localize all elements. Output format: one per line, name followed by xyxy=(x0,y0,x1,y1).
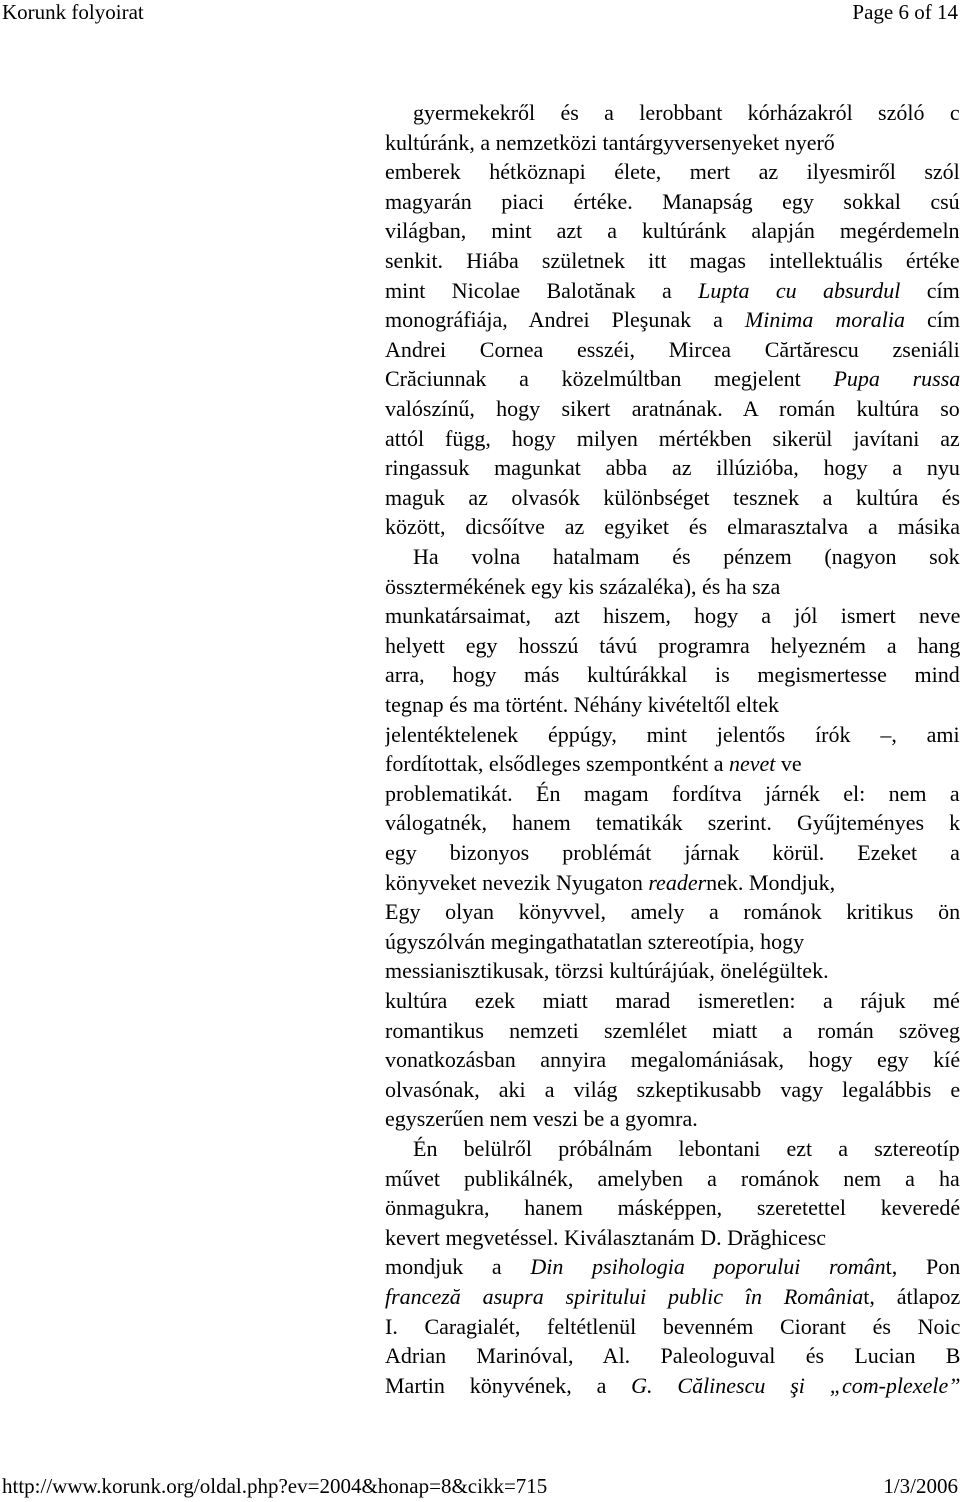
text-line: magyarán piaci értéke. Manapság egy sokkal csú xyxy=(385,189,960,214)
text-line: ringassuk magunkat abba az illúzióba, hogy a nyu xyxy=(385,455,960,480)
text-line: tegnap és ma történt. Néhány kivételtől eltek xyxy=(385,692,780,717)
text-line: messianisztikusak, törzsi kultúrájúak, önelégültek. xyxy=(385,958,829,983)
text-line: Egy olyan könyvvel, amely a románok kritikus ön xyxy=(385,899,960,924)
text-line: között, dicsőítve az egyiket és elmarasztalva a másika xyxy=(385,514,960,539)
text-line: monográfiája, Andrei Pleşunak a Minima moralia cím xyxy=(385,307,960,332)
text-line: kevert megvetéssel. Kiválasztanám D. Drăghicesc xyxy=(385,1225,827,1250)
text-line: attól függ, hogy milyen mértékben sikerül javítani az xyxy=(385,426,960,451)
text-line: munkatársaimat, azt hiszem, hogy a jól ismert neve xyxy=(385,603,960,628)
text-line: arra, hogy más kultúrákkal is megismertesse mind xyxy=(385,662,960,687)
text-line: helyett egy hosszú távú programra helyezném a hang xyxy=(385,633,960,658)
text-line: Én belülről próbálnám lebontani ezt a sztereotíp xyxy=(413,1136,960,1161)
text-line: Ha volna hatalmam és pénzem (nagyon sok xyxy=(413,544,960,569)
text-line: kultúra ezek miatt marad ismeretlen: a rájuk mé xyxy=(385,988,960,1013)
text-line: össztermékének egy kis százaléka), és ha sza xyxy=(385,574,781,599)
text-line: vonatkozásban annyira megalomániásak, hogy egy kíé xyxy=(385,1047,960,1072)
text-line: mondjuk a Din psihologia poporului românt, Pon xyxy=(385,1254,960,1279)
text-line: egyszerűen nem veszi be a gyomra. xyxy=(385,1106,698,1131)
article-body xyxy=(385,0,960,1474)
text-line: problematikát. Én magam fordítva járnék el: nem a xyxy=(385,781,960,806)
footer-url: http://www.korunk.org/oldal.php?ev=2004&honap=8&cikk=715 xyxy=(2,1474,548,1498)
text-line: senkit. Hiába születnek itt magas intellektuális értéke xyxy=(385,248,960,273)
header-title: Korunk folyoirat xyxy=(2,0,144,24)
text-line: franceză asupra spiritului public în Româniat, átlapoz xyxy=(385,1284,960,1309)
text-line: művet publikálnék, amelyben a románok nem a ha xyxy=(385,1166,960,1191)
text-line: egy bizonyos problémát járnak körül. Ezeket a xyxy=(385,840,960,865)
text-line: Crăciunnak a közelmúltban megjelent Pupa russa xyxy=(385,366,960,391)
text-line: gyermekekről és a lerobbant kórházakról szóló c xyxy=(413,100,960,125)
text-line: valószínű, hogy sikert aratnának. A román kultúra so xyxy=(385,396,960,421)
text-line: olvasónak, aki a világ szkeptikusabb vagy legalábbis e xyxy=(385,1077,960,1102)
text-line: I. Caragialét, feltétlenül bevenném Ciorant és Noic xyxy=(385,1314,960,1339)
text-line: jelentéktelenek éppúgy, mint jelentős írók –, ami xyxy=(385,722,960,747)
text-line: Martin könyvének, a G. Călinescu şi „com-plexele” xyxy=(385,1373,960,1398)
text-line: önmagukra, hanem másképpen, szeretettel keveredé xyxy=(385,1195,960,1220)
text-line: úgyszólván megingathatatlan sztereotípia, hogy xyxy=(385,929,805,954)
text-line: válogatnék, hanem tematikák szerint. Gyűjteményes k xyxy=(385,810,960,835)
text-line: Adrian Marinóval, Al. Paleologuval és Lucian B xyxy=(385,1343,960,1368)
text-line: Andrei Cornea esszéi, Mircea Cărtărescu zseniáli xyxy=(385,337,960,362)
text-line: mint Nicolae Balotănak a Lupta cu absurdul cím xyxy=(385,278,960,303)
page-number: Page 6 of 14 xyxy=(852,0,958,24)
text-line: könyveket nevezik Nyugaton readernek. Mondjuk, xyxy=(385,870,836,895)
text-line: romantikus nemzeti szemlélet miatt a román szöveg xyxy=(385,1018,960,1043)
footer-date: 1/3/2006 xyxy=(883,1474,958,1498)
text-line: kultúránk, a nemzetközi tantárgyversenyeket nyerő xyxy=(385,130,835,155)
text-line: fordítottak, elsődleges szempontként a nevet ve xyxy=(385,751,802,776)
text-line: emberek hétköznapi élete, mert az ilyesmiről szól xyxy=(385,159,960,184)
text-line: világban, mint azt a kultúránk alapján megérdemeln xyxy=(385,218,960,243)
text-line: maguk az olvasók különbséget tesznek a kultúra és xyxy=(385,485,960,510)
